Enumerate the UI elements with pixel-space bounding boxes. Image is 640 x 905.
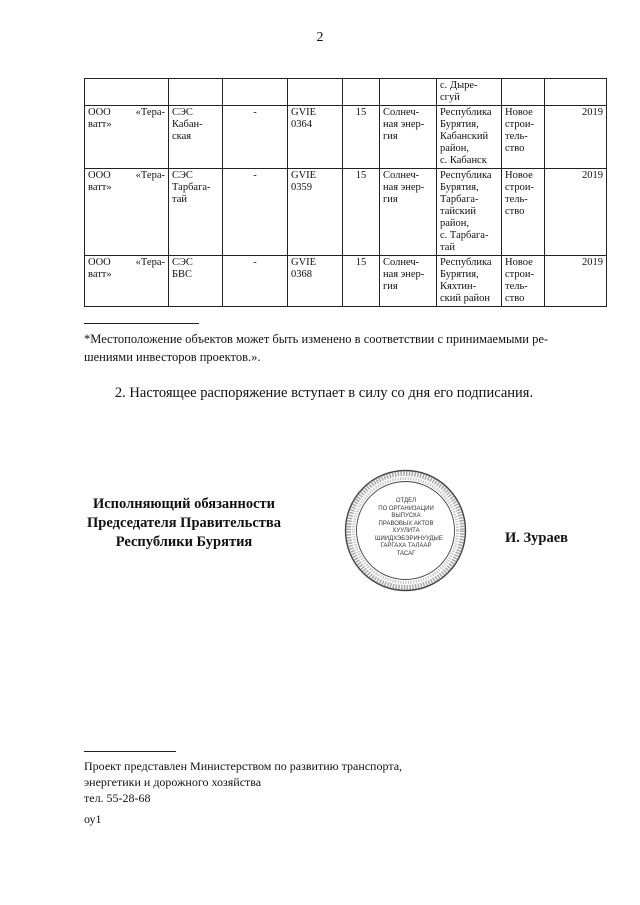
- status-line: ство: [505, 206, 525, 217]
- organization-text: ООО: [88, 170, 111, 181]
- signer-name: И. Зураев: [505, 530, 569, 546]
- energy-type-line: ная энер-: [383, 119, 425, 130]
- organization-line: [88, 107, 165, 119]
- location-line: Республика: [440, 170, 492, 181]
- objects-table: [84, 78, 607, 307]
- status-line: строи-: [505, 119, 534, 130]
- cell-energy-type: [380, 106, 437, 169]
- empty-value-text: -: [253, 257, 257, 268]
- organization-line: [88, 170, 165, 182]
- year-value: 2019: [582, 257, 603, 268]
- energy-type-line: гия: [383, 131, 398, 142]
- object-code-line: 0359: [291, 182, 312, 193]
- cell-year: [545, 169, 607, 256]
- location-line: тай: [440, 242, 455, 253]
- energy-type-line: Солнеч-: [383, 107, 420, 118]
- cell-object-name: [169, 106, 223, 169]
- status-line: Новое: [505, 107, 533, 118]
- cell-location: [437, 79, 502, 106]
- table-row: [85, 106, 607, 169]
- cell-object-code: [288, 106, 343, 169]
- table-row: [85, 169, 607, 256]
- organization-text: ватт»: [88, 182, 112, 193]
- location-line: тайский: [440, 206, 476, 217]
- object-code-line: GVIE: [291, 170, 317, 181]
- energy-type-line: ная энер-: [383, 182, 425, 193]
- cell-empty-value: [223, 79, 288, 106]
- object-code-line: GVIE: [291, 257, 317, 268]
- signatory-title-line: Исполняющий обязанности: [92, 496, 276, 512]
- signatory-title: [84, 495, 284, 552]
- organization-line: [88, 257, 165, 269]
- location-line: ский район: [440, 293, 491, 304]
- cell-location: [437, 256, 502, 307]
- seal-inscription-line: ПРАВОВЫХ АКТОВ: [378, 520, 434, 527]
- footnote-line: *Местоположение объектов может быть изменено в соответствии с принимаемыми ре-: [84, 332, 549, 346]
- seal-inscription: [375, 498, 443, 558]
- cell-year: [545, 256, 607, 307]
- status-line: тель-: [505, 131, 528, 142]
- object-name-line: СЭС: [172, 107, 193, 118]
- object-name-line: Тарбага-: [172, 182, 211, 193]
- status-line: Новое: [505, 170, 533, 181]
- seal-inscription-line: ОТДЕЛ: [395, 498, 417, 504]
- footnote-line: шениями инвесторов проектов.».: [84, 350, 261, 364]
- cell-object-code: [288, 169, 343, 256]
- table-row: [85, 79, 607, 106]
- location-line: сгуй: [440, 92, 460, 103]
- energy-type-line: ная энер-: [383, 269, 425, 280]
- location-line: Бурятия,: [440, 182, 479, 193]
- power-value: 15: [355, 170, 367, 181]
- object-name-line: Кабан-: [172, 119, 203, 130]
- location-line: Бурятия,: [440, 269, 479, 280]
- cell-power: [343, 106, 380, 169]
- bottom-divider: [84, 751, 176, 752]
- object-name-line: СЭС: [172, 257, 193, 268]
- status-line: строи-: [505, 269, 534, 280]
- status-line: ство: [505, 293, 525, 304]
- page-number: 2: [316, 30, 324, 45]
- cell-status: [502, 79, 545, 106]
- cell-energy-type: [380, 256, 437, 307]
- energy-type-line: Солнеч-: [383, 257, 420, 268]
- status-line: ство: [505, 143, 525, 154]
- table-body: [85, 79, 607, 307]
- signatory-title-line: Республики Бурятия: [115, 534, 253, 550]
- project-note-line: Проект представлен Министерством по развитию транспорта,: [84, 759, 403, 773]
- cell-year: [545, 106, 607, 169]
- energy-type-line: гия: [383, 281, 398, 292]
- object-name-line: ская: [172, 131, 192, 142]
- organization-text: «Тера-: [135, 107, 165, 118]
- object-code-line: GVIE: [291, 107, 317, 118]
- organization-text: ООО: [88, 107, 111, 118]
- organization-text: ватт»: [88, 119, 112, 130]
- object-name-line: СЭС: [172, 170, 193, 181]
- organization-text: ватт»: [88, 269, 112, 280]
- power-value: 15: [355, 257, 367, 268]
- location-line: Кабанский: [440, 131, 489, 142]
- location-line: Республика: [440, 257, 492, 268]
- cell-object-code: [288, 256, 343, 307]
- effective-date-paragraph: 2. Настоящее распоряжение вступает в силу со дня его подписания.: [114, 385, 534, 401]
- cell-organization: [85, 106, 169, 169]
- cell-power: [343, 169, 380, 256]
- cell-energy-type: [380, 169, 437, 256]
- project-note-line: энергетики и дорожного хозяйства: [84, 775, 262, 789]
- cell-organization: [85, 256, 169, 307]
- location-line: с. Тарбага-: [440, 230, 489, 241]
- cell-empty-value: [223, 106, 288, 169]
- cell-object-code: [288, 79, 343, 106]
- energy-type-line: гия: [383, 194, 398, 205]
- seal-inscription-line: ХУУЛИТА: [392, 528, 420, 534]
- location-line: район,: [440, 143, 470, 154]
- cell-status: [502, 169, 545, 256]
- seal-inscription-line: ВЫПУСКА: [391, 513, 421, 519]
- object-code-line: 0368: [291, 269, 312, 280]
- footnote: [84, 330, 564, 366]
- status-line: строи-: [505, 182, 534, 193]
- document-code: оу1: [84, 812, 102, 826]
- cell-organization: [85, 79, 169, 106]
- cell-location: [437, 106, 502, 169]
- year-value: 2019: [582, 107, 603, 118]
- object-name-line: БВС: [172, 269, 193, 280]
- cell-location: [437, 169, 502, 256]
- year-value: 2019: [582, 170, 603, 181]
- signatory-title-line: Председателя Правительства: [87, 515, 281, 531]
- cell-year: [545, 79, 607, 106]
- location-line: Бурятия,: [440, 119, 479, 130]
- cell-empty-value: [223, 169, 288, 256]
- cell-object-name: [169, 256, 223, 307]
- object-code-line: 0364: [291, 119, 312, 130]
- seal-inscription-line: ТАСАГ: [396, 550, 416, 557]
- seal-inscription-line: ШИИДХЭБЭРИНУУДЫЕ: [375, 535, 443, 542]
- cell-power: [343, 256, 380, 307]
- empty-value-text: -: [253, 170, 257, 181]
- organization-text: «Тера-: [135, 257, 165, 268]
- footnote-divider: [84, 323, 199, 324]
- object-name-line: тай: [172, 194, 187, 205]
- table-row: [85, 256, 607, 307]
- cell-object-name: [169, 79, 223, 106]
- cell-power: [343, 79, 380, 106]
- cell-energy-type: [380, 79, 437, 106]
- project-note: [84, 758, 402, 806]
- location-line: с. Кабанск: [440, 155, 487, 166]
- seal-inscription-line: ГАРГАХА ТАЛААР: [380, 543, 432, 549]
- cell-status: [502, 256, 545, 307]
- energy-type-line: Солнеч-: [383, 170, 420, 181]
- seal-inscription-line: ПО ОРГАНИЗАЦИИ: [378, 505, 434, 512]
- location-line: Республика: [440, 107, 492, 118]
- location-line: с. Дыре-: [440, 80, 478, 91]
- organization-text: «Тера-: [135, 170, 165, 181]
- status-line: тель-: [505, 194, 528, 205]
- status-line: тель-: [505, 281, 528, 292]
- project-note-line: тел. 55-28-68: [84, 791, 151, 805]
- cell-empty-value: [223, 256, 288, 307]
- status-line: Новое: [505, 257, 533, 268]
- power-value: 15: [355, 107, 367, 118]
- cell-object-name: [169, 169, 223, 256]
- location-line: район,: [440, 218, 470, 229]
- location-line: Тарбага-: [440, 194, 479, 205]
- organization-text: ООО: [88, 257, 111, 268]
- cell-status: [502, 106, 545, 169]
- location-line: Кяхтин-: [440, 281, 477, 292]
- cell-organization: [85, 169, 169, 256]
- empty-value-text: -: [253, 107, 257, 118]
